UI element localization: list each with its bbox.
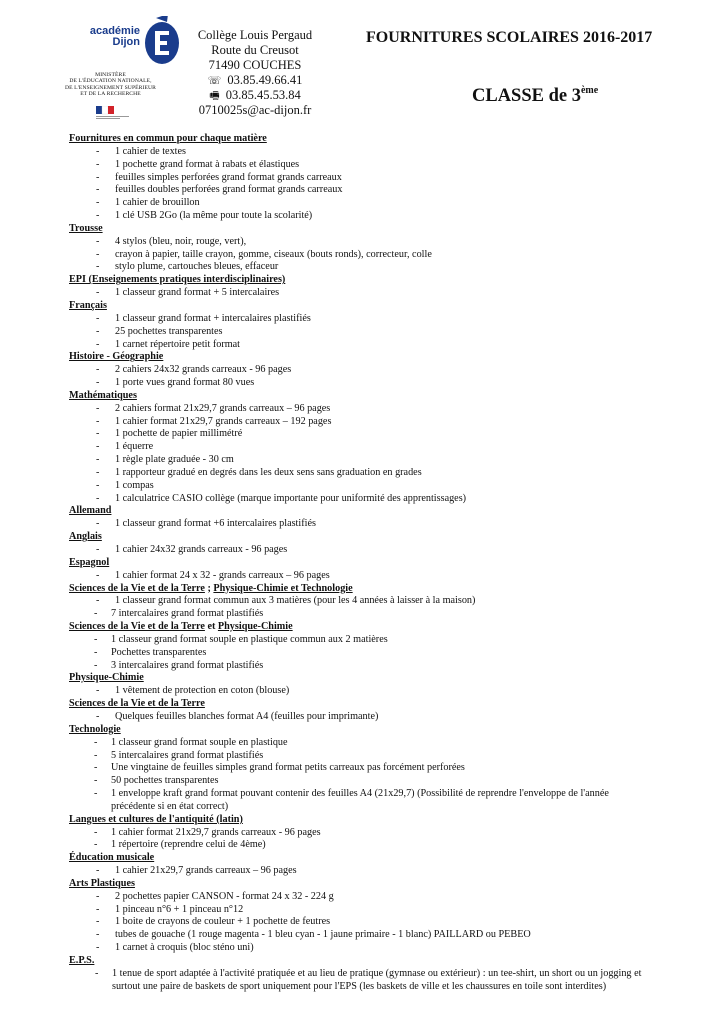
school-city: 71490 COUCHES [208, 58, 302, 72]
list-item: - 1 classeur grand format +6 intercalaires plastifiés [96, 518, 316, 530]
list-item: - 1 cahier 21x29,7 grands carreaux – 96 pages [96, 865, 297, 877]
section-title: E.P.S. [69, 955, 95, 966]
list-item: - 1 règle plate graduée - 30 cm [96, 454, 234, 466]
list-item: - 1 répertoire (reprendre celui de 4ème) [94, 839, 266, 851]
section-title: Physique-Chimie [69, 672, 144, 684]
list-item: - 1 équerre [96, 441, 154, 453]
list-item: - 1 classeur grand format + 5 intercalaires [96, 287, 280, 299]
list-item: - 1 enveloppe kraft grand format pouvant contenir des feuilles A4 (21x29,7) (Possibilité de reprendre l'enveloppe de l'année précédente si en état correct) [94, 788, 609, 812]
section-title: Éducation musicale [69, 852, 155, 864]
academie-e-icon [142, 16, 182, 66]
list-item: - stylo plume, cartouches bleues, effaceur [96, 261, 279, 273]
section-title: Sciences de la Vie et de la Terre et Physique-Chimie [69, 621, 293, 633]
list-item: - 2 cahiers format 21x29,7 grands carreaux – 96 pages [96, 402, 331, 414]
list-item: - 3 intercalaires grand format plastifiés [94, 659, 264, 671]
marianne-flag-icon [96, 106, 129, 120]
list-item: - 1 tenue de sport adaptée à l'activité pratiquée et au lieu de pratique (gymnase ou extérieur) : un tee-shirt, un short ou un jogging et surtout une paire de baskets de sport uniquement pour l'EPS (les baskets de ville et les chaussures en toile sont interdites) [95, 967, 642, 992]
phone-icon: ☏ [207, 74, 222, 87]
list-item: - 1 pochette de papier millimétré [96, 428, 243, 440]
list-item: - feuilles doubles perforées grand format grands carreaux [96, 184, 343, 196]
list-item: - 1 cahier format 24 x 32 - grands carreaux – 96 pages [96, 569, 330, 581]
school-phone: 03.85.49.66.41 [227, 73, 303, 87]
school-street: Route du Creusot [211, 43, 299, 57]
school-address [185, 28, 325, 118]
list-item: - Pochettes transparentes [94, 646, 207, 658]
logo-text-academie: académie [89, 25, 140, 37]
list-item: - tubes de gouache (1 rouge magenta - 1 bleu cyan - 1 jaune primaire - 1 blanc) PAILLARD ou PEBEO [96, 929, 531, 941]
list-item: - 1 pochette grand format à rabats et élastiques [96, 158, 300, 170]
section-title: Espagnol [69, 556, 110, 568]
list-item: - 1 boite de crayons de couleur + 1 pochette de feutres [96, 916, 331, 928]
section-title: Sciences de la Vie et de la Terre ; Physique-Chimie et Technologie [69, 582, 353, 594]
list-item: - 2 cahiers 24x32 grands carreaux - 96 pages [96, 364, 292, 376]
list-item: - 7 intercalaires grand format plastifiés [94, 608, 264, 620]
list-item: - 2 pochettes papier CANSON - format 24 x 32 - 224 g [96, 890, 334, 902]
school-fax-line [185, 88, 325, 103]
list-item: - crayon à papier, taille crayon, gomme, ciseaux (bouts ronds), correcteur, colle [96, 248, 432, 260]
list-item: - feuilles simples perforées grand format grands carreaux [96, 171, 342, 183]
list-item: - 1 porte vues grand format 80 vues [96, 377, 255, 389]
section-title: Arts Plastiques [69, 877, 135, 889]
list-item: - 1 classeur grand format souple en plastique [94, 736, 288, 748]
list-item: - 1 compas [96, 479, 154, 491]
list-item: - 1 classeur grand format commun aux 3 matières (pour les 4 années à laisser à la maison) [96, 595, 476, 607]
list-item: - 1 cahier format 21x29,7 grands carreaux – 192 pages [96, 415, 332, 427]
section-title: Mathématiques [69, 389, 137, 401]
section-title: Sciences de la Vie et de la Terre [69, 698, 205, 710]
list-item: - 5 intercalaires grand format plastifiés [94, 749, 264, 761]
fax-icon: 🖷 [209, 89, 220, 102]
list-item: - 25 pochettes transparentes [96, 325, 223, 337]
school-phone-line [185, 73, 325, 88]
section-title: Histoire - Géographie [69, 351, 164, 363]
section-title: Trousse [69, 222, 103, 234]
logo-text-dijon: Dijon [112, 36, 140, 48]
logo-wordmark [80, 26, 140, 48]
list-item: - 1 rapporteur gradué en degrés dans les deux sens sans graduation en grades [96, 466, 422, 478]
list-item: - 1 cahier format 21x29,7 grands carreaux - 96 pages [94, 826, 321, 838]
list-item: - 1 classeur grand format + intercalaires plastifiés [96, 312, 311, 324]
school-name: Collège Louis Pergaud [197, 28, 313, 42]
school-email[interactable]: 0710025s@ac-dijon.fr [198, 103, 312, 117]
section-title: Fournitures en commun pour chaque matière [69, 133, 267, 144]
list-item: - 1 pinceau n°6 + 1 pinceau n°12 [96, 903, 244, 915]
list-item: - 1 classeur grand format souple en plastique commun aux 2 matières [94, 633, 388, 645]
section-title: Français [69, 299, 107, 311]
list-item: - 4 stylos (bleu, noir, rouge, vert), [96, 235, 247, 247]
list-item: - 1 cahier de textes [96, 145, 186, 157]
ministry-text: MINISTÈRE DE L'ÉDUCATION NATIONALE, DE L'ENSEIGNEMENT SUPÉRIEUR ET DE LA RECHERCHE [65, 72, 156, 98]
list-item: - 1 cahier de brouillon [96, 197, 200, 209]
list-item: - 1 cahier 24x32 grands carreaux - 96 pages [96, 544, 288, 555]
list-item: - 1 calculatrice CASIO collège (marque importante pour uniformité des apprentissages) [96, 492, 467, 504]
section-title: Langues et cultures de l'antiquité (latin) [69, 813, 243, 825]
list-item: - 1 carnet répertoire petit format [96, 338, 241, 350]
list-item: - Une vingtaine de feuilles simples grand format petits carreaux pas forcément perforées [94, 762, 465, 774]
list-item: - 50 pochettes transparentes [94, 775, 219, 787]
list-item: - 1 vêtement de protection en coton (blouse) [96, 685, 290, 697]
section-title: Allemand [69, 505, 112, 517]
list-item: - 1 carnet à croquis (bloc sténo uni) [96, 942, 254, 954]
section-title: Technologie [69, 723, 121, 735]
section-title: EPI (Enseignements pratiques interdisciplinaires) [69, 274, 286, 286]
class-title: CLASSE de 3ème [472, 85, 599, 106]
school-fax: 03.85.45.53.84 [225, 88, 301, 102]
list-item: - Quelques feuilles blanches format A4 (feuilles pour imprimante) [96, 710, 379, 722]
list-item: - 1 clé USB 2Go (la même pour toute la scolarité) [96, 210, 313, 222]
supplies-list [69, 133, 659, 994]
page-title: FOURNITURES SCOLAIRES 2016-2017 [366, 29, 653, 46]
section-title: Anglais [69, 531, 102, 543]
